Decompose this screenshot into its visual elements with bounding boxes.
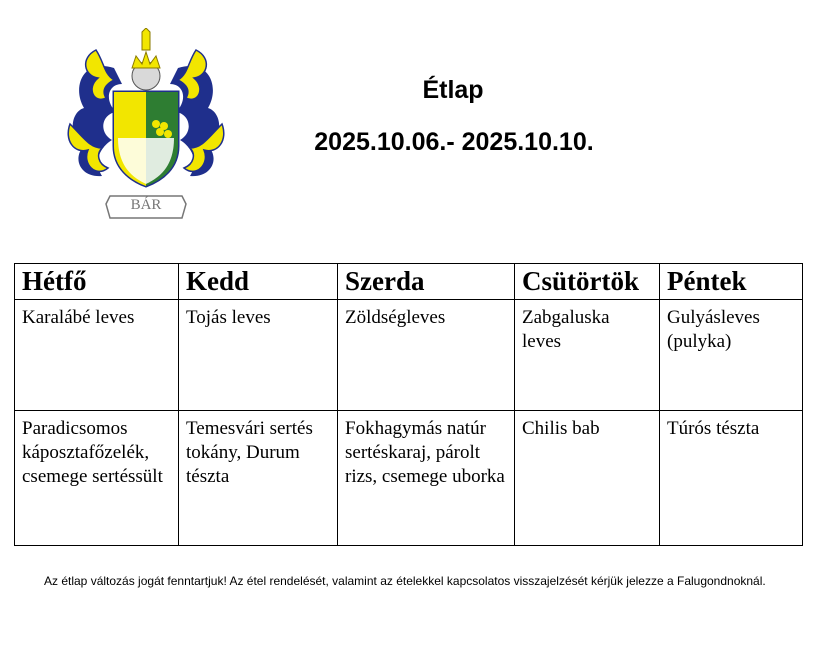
weekly-menu-table bbox=[14, 263, 803, 546]
soup-row bbox=[15, 300, 803, 411]
date-range: 2025.10.06.- 2025.10.10. bbox=[314, 128, 594, 156]
main-course-row bbox=[15, 411, 803, 546]
logo-banner-text: BÁR bbox=[130, 197, 162, 213]
day-header-row bbox=[15, 264, 803, 300]
soup-cell: Zabgaluska leves bbox=[515, 300, 660, 411]
crest-logo bbox=[62, 28, 230, 228]
soup-cell: Karalábé leves bbox=[15, 300, 179, 411]
main-course-cell: Túrós tészta bbox=[660, 411, 803, 546]
soup-cell: Gulyásleves (pulyka) bbox=[660, 300, 803, 411]
day-header: Péntek bbox=[660, 264, 803, 300]
soup-cell: Tojás leves bbox=[179, 300, 338, 411]
day-header: Hétfő bbox=[15, 264, 179, 300]
day-header: Szerda bbox=[338, 264, 515, 300]
page-title: Étlap bbox=[422, 76, 484, 104]
main-course-cell: Fokhagymás natúr sertéskaraj, párolt rizs, csemege uborka bbox=[338, 411, 515, 546]
main-course-cell: Chilis bab bbox=[515, 411, 660, 546]
day-header: Csütörtök bbox=[515, 264, 660, 300]
footer-note: Az étlap változás jogát fenntartjuk! Az étel rendelését, valamint az ételekkel kapcsolatos visszajelzését kérjük jelezze a Falugondnoknál. bbox=[44, 574, 766, 588]
main-course-cell: Temesvári sertés tokány, Durum tészta bbox=[179, 411, 338, 546]
soup-cell: Zöldségleves bbox=[338, 300, 515, 411]
day-header: Kedd bbox=[179, 264, 338, 300]
main-course-cell: Paradicsomos káposztafőzelék, csemege sertéssült bbox=[15, 411, 179, 546]
